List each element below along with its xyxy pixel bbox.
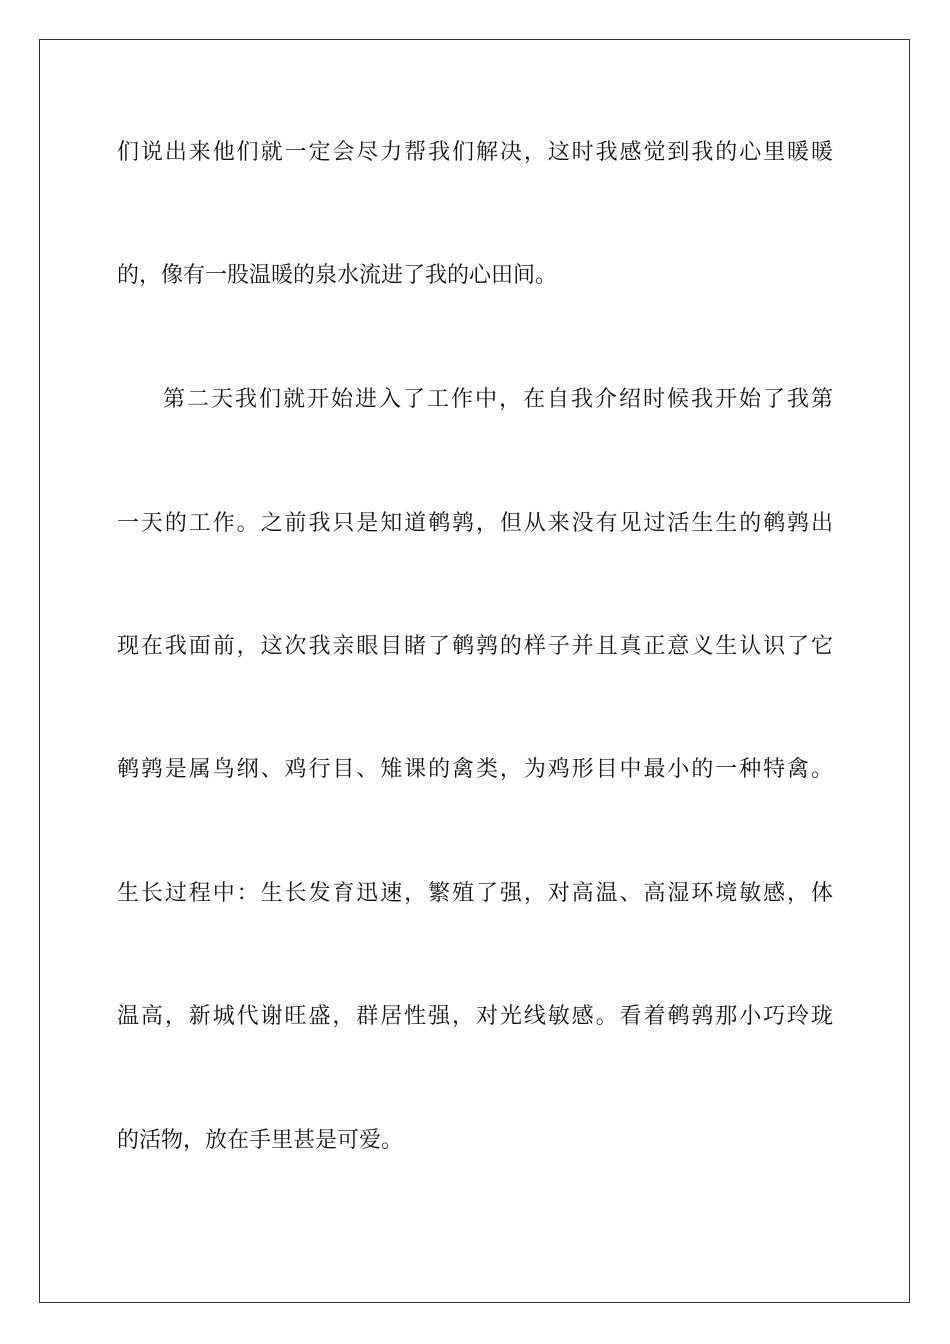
- text-line-3: 第二天我们就开始进入了工作中，在自我介绍时候我开始了我第: [163, 387, 833, 412]
- text-line-2: 的，像有一股温暖的泉水流进了我的心田间。: [117, 263, 558, 288]
- page-frame: [39, 39, 910, 1303]
- text-line-9: 的活物，放在手里甚是可爱。: [117, 1128, 404, 1153]
- text-line-5: 现在我面前，这次我亲眼目睹了鹌鹑的样子并且真正意义生认识了它: [117, 634, 833, 659]
- text-line-8: 温高，新城代谢旺盛，群居性强，对光线敏感。看着鹌鹑那小巧玲珑: [117, 1004, 833, 1029]
- text-line-4: 一天的工作。之前我只是知道鹌鹑，但从来没有见过活生生的鹌鹑出: [117, 511, 833, 536]
- text-line-6: 鹌鹑是属鸟纲、鸡行目、雉课的禽类，为鸡形目中最小的一种特禽。: [117, 757, 833, 782]
- text-line-1: 们说出来他们就一定会尽力帮我们解决，这时我感觉到我的心里暖暖: [117, 140, 833, 165]
- text-line-7: 生长过程中：生长发育迅速，繁殖了强，对高温、高湿环境敏感，体: [117, 881, 833, 906]
